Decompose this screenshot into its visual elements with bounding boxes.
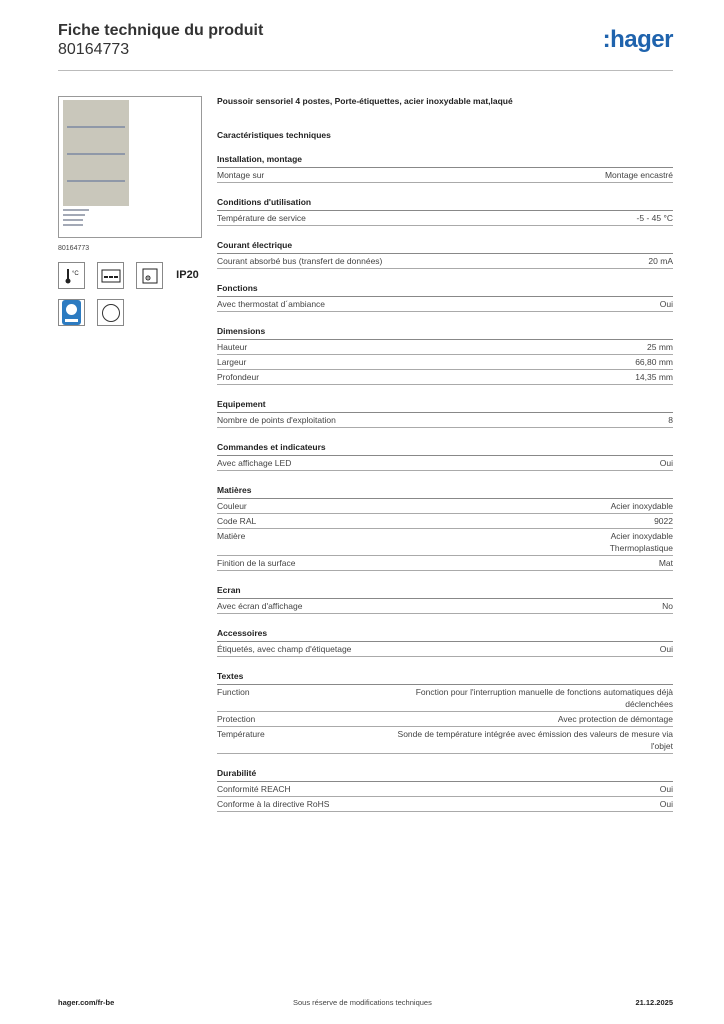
spec-value: Sonde de température intégrée avec émission des valeurs de mesure via l'objet [397,729,673,751]
spec-row [217,456,673,471]
spec-value: Mat [658,558,673,568]
spec-label: Function [217,687,250,697]
spec-label: Température [217,729,265,739]
spec-row [217,782,673,797]
section-title: Accessoires [217,628,673,642]
label-strips [63,209,89,229]
spec-label: Avec écran d'affichage [217,601,303,611]
spec-section [217,442,673,471]
spec-section [217,240,673,269]
spec-value: 25 mm [647,342,673,352]
section-title: Durabilité [217,768,673,782]
spec-row [217,168,673,183]
spec-label: Courant absorbé bus (transfert de données) [217,256,383,266]
spec-section [217,326,673,385]
spec-value: Oui [659,644,673,654]
spec-value: -5 - 45 °C [636,213,673,223]
product-description: Poussoir sensoriel 4 postes, Porte-étiquettes, acier inoxydable mat,laqué [217,96,513,106]
section-title: Matières [217,485,673,499]
spec-row [217,529,673,556]
section-title: Commandes et indicateurs [217,442,673,456]
spec-value: Acier inoxydable Thermoplastique [609,531,673,553]
spec-main [217,96,673,812]
spec-row [217,370,673,385]
tech-heading: Caractéristiques techniques [217,130,331,140]
spec-label: Température de service [217,213,306,223]
spec-label: Finition de la surface [217,558,296,568]
spec-label: Protection [217,714,256,724]
spec-value: Fonction pour l'interruption manuelle de fonctions automatiques déjà déclenchées [415,687,673,709]
spec-value: 9022 [654,516,673,526]
spec-value: 14,35 mm [635,372,673,382]
push-button-plate [63,100,129,206]
spec-section [217,197,673,226]
hager-logo: :hager [602,26,673,53]
product-sidebar [58,96,202,326]
spec-value: Acier inoxydable [610,501,673,511]
spec-label: Conformité REACH [217,784,291,794]
spec-label: Avec thermostat d´ambiance [217,299,326,309]
spec-section [217,485,673,571]
spec-row [217,642,673,657]
spec-label: Étiquetés, avec champ d'étiquetage [217,644,352,654]
spec-value: 20 mA [648,256,673,266]
spec-label: Nombre de points d'exploitation [217,415,336,425]
spec-row [217,685,673,712]
spec-row [217,211,673,226]
spec-row [217,499,673,514]
spec-section [217,585,673,614]
spec-row [217,514,673,529]
spec-row [217,727,673,754]
spec-row [217,254,673,269]
temperature-icon [58,262,85,289]
svg-text:°C: °C [71,270,79,277]
spec-section [217,628,673,657]
spec-row [217,599,673,614]
spec-label: Largeur [217,357,247,367]
section-title: Installation, montage [217,154,673,168]
spec-section [217,283,673,312]
icons-row-1 [58,262,202,289]
footer-notice: Sous réserve de modifications techniques [293,998,432,1007]
spec-value: Montage encastré [604,170,673,180]
knx-logo-icon [58,299,85,326]
spec-section [217,671,673,754]
icons-row-2 [58,299,202,326]
spec-row [217,712,673,727]
spec-sections [217,154,673,812]
spec-label: Hauteur [217,342,248,352]
spec-row [217,297,673,312]
section-title: Textes [217,671,673,685]
section-title: Ecran [217,585,673,599]
spec-value: Oui [659,458,673,468]
section-title: Fonctions [217,283,673,297]
spec-label: Profondeur [217,372,260,382]
page-title: Fiche technique du produit [58,22,264,39]
spec-value: 8 [668,415,673,425]
image-caption: 80164773 [58,245,90,252]
display-icon [97,262,124,289]
spec-value: Oui [659,799,673,809]
ip-rating-icon: IP20 [175,262,200,287]
spec-row [217,556,673,571]
section-title: Dimensions [217,326,673,340]
spec-row [217,355,673,370]
footer-date: 21.12.2025 [635,998,673,1007]
spec-value: 66,80 mm [635,357,673,367]
spec-value: No [662,601,673,611]
spec-label: Conforme à la directive RoHS [217,799,330,809]
spec-label: Code RAL [217,516,257,526]
spec-section [217,768,673,812]
spec-row [217,340,673,355]
spec-value: Avec protection de démontage [557,714,673,724]
sensor-icon [136,262,163,289]
spec-value: Oui [659,299,673,309]
spec-label: Matière [217,531,246,541]
spec-value: Oui [659,784,673,794]
product-number: 80164773 [58,41,130,58]
product-image [58,96,202,238]
footer-website: hager.com/fr-be [58,998,115,1007]
spec-label: Avec affichage LED [217,458,292,468]
spec-section [217,399,673,428]
spec-row [217,797,673,812]
round-sensor-icon [97,299,124,326]
spec-label: Couleur [217,501,247,511]
section-title: Equipement [217,399,673,413]
section-title: Conditions d'utilisation [217,197,673,211]
spec-section [217,154,673,183]
spec-row [217,413,673,428]
page-header [58,22,673,71]
section-title: Courant électrique [217,240,673,254]
spec-label: Montage sur [217,170,265,180]
